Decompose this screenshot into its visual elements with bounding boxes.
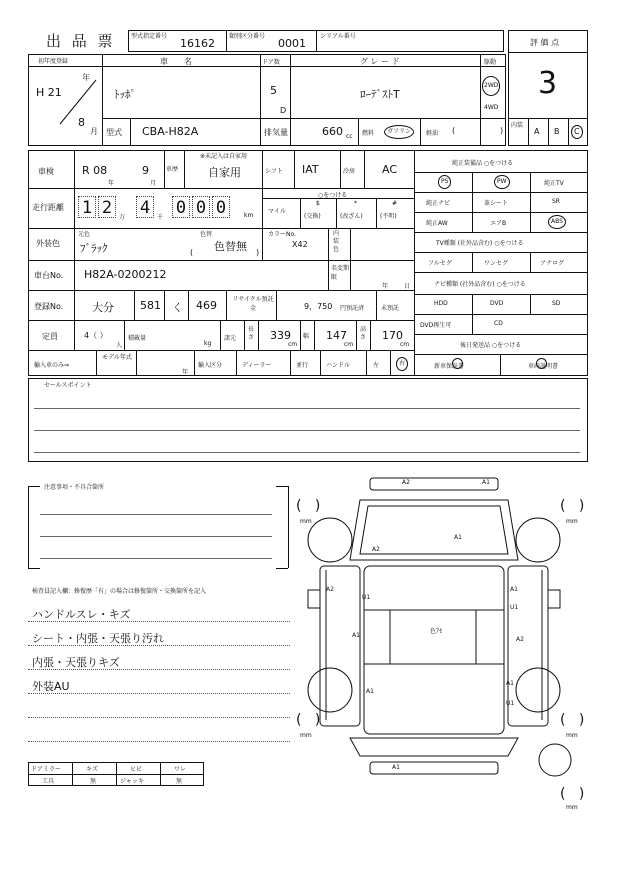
ac-value: AC — [382, 163, 398, 176]
inspector-note: シート・内張・天張り汚れ — [32, 632, 164, 645]
tv-type-label: TV種類 (社外品含む) ○をつける — [436, 240, 524, 247]
handle-label: ハンドル — [326, 362, 351, 369]
chassis-value: H82A-0200212 — [84, 268, 167, 281]
mm-unit: mm — [566, 732, 578, 739]
equip-pw: PW — [494, 175, 510, 189]
unknown-sym: # — [392, 200, 398, 207]
mileage-digit: 0 — [172, 196, 190, 218]
fuel-value: ガソリン — [384, 125, 414, 139]
color-no-label: カラーNo. — [268, 231, 296, 238]
equip-airbag: エアB — [490, 220, 507, 227]
inspector-note: 内張・天張りキズ — [32, 656, 120, 669]
dims-label: 諸元 — [224, 335, 237, 342]
car-diagram — [290, 470, 610, 810]
mm-bracket-rr: ( ) — [560, 712, 585, 728]
type-no: 16162 — [180, 37, 215, 50]
mark-hood-a1: A1 — [454, 534, 462, 541]
repaint-value: 色替無 — [214, 240, 247, 253]
cc-unit: cc — [346, 133, 353, 140]
equip-aw: 純正AW — [426, 220, 448, 227]
history-label: 車歴 — [166, 166, 179, 173]
load-label: 積載量 — [128, 335, 147, 342]
inspection-label: 車検 — [38, 167, 54, 176]
color-no: X42 — [292, 240, 308, 249]
drive-4wd: 4WD — [484, 104, 499, 111]
class-no: 0001 — [278, 37, 306, 50]
exchange-sym: $ — [316, 200, 320, 207]
key-cell: 無 — [176, 778, 183, 785]
equip-navi: 純正ナビ — [426, 200, 451, 207]
ac-label: 冷房 — [343, 168, 356, 175]
parallel-label: 並行 — [296, 362, 309, 369]
key-cell: ヒビ — [130, 766, 143, 773]
mm-unit: mm — [566, 804, 578, 811]
navi-sd: SD — [552, 300, 561, 307]
doors-suffix: D — [280, 106, 287, 115]
model-year-label: モデル年式 — [102, 354, 132, 361]
first-reg-month: 8 — [78, 116, 85, 129]
repaint-label: 色替 — [200, 231, 213, 238]
mark-right-rear-a1: A1 — [506, 680, 514, 687]
mileage-digit: 0 — [192, 196, 210, 218]
reg-num: 469 — [196, 299, 217, 312]
import-label: 輸入車のみ⇒ — [34, 362, 70, 369]
inspection-year-unit: 年 — [108, 180, 115, 187]
equip-leather: 革シート — [484, 200, 509, 207]
mark-roof: 色ｱｾ — [430, 628, 443, 635]
tamper-label: (改ざん) — [340, 213, 363, 220]
tc-year-unit: 年 — [382, 283, 389, 290]
navi-dvd-play: DVD再生可 — [420, 322, 452, 329]
circle-note: ○をつける — [318, 192, 348, 199]
recycle-amount: 9，750 — [304, 302, 333, 311]
exchange-label: (交換) — [304, 213, 321, 220]
tamper-sym: * — [354, 200, 357, 207]
form-title: 出 品 票 — [46, 32, 116, 50]
load-unit: kg — [204, 340, 212, 347]
color-value: ﾌﾞﾗｯｸ — [80, 242, 108, 255]
mile-label: マイル — [268, 208, 286, 215]
height-label: 高さ — [360, 326, 367, 341]
mm-unit: mm — [300, 732, 312, 739]
oil-label: 軽油 — [426, 130, 439, 137]
shift-label: シフト — [265, 168, 284, 175]
model-label: 型式 — [106, 128, 122, 137]
navi-dvd: DVD — [490, 300, 504, 307]
import-class-label: 輸入区分 — [198, 362, 223, 369]
inspection-month: 9 — [142, 164, 149, 177]
key-cell: ワレ — [174, 766, 187, 773]
tv-analog: アナログ — [540, 260, 565, 267]
key-cell: ドアミラー — [31, 766, 61, 773]
dealer-label: ディーラー — [242, 362, 272, 369]
orig-color-label: 元色 — [78, 231, 91, 238]
sales-points-box — [28, 378, 588, 462]
tv-oneseg: ワンセグ — [484, 260, 509, 267]
fuel-label: 燃料 — [362, 130, 375, 137]
recycle-label: リサイクル預託金 — [232, 296, 274, 312]
grade-value: ﾛｰﾃﾞｽﾄT — [360, 88, 400, 101]
score-value: 3 — [538, 66, 558, 101]
mileage-man: 万 — [119, 214, 126, 221]
mileage-sen: 千 — [157, 214, 164, 221]
mileage-digit: 4 — [136, 196, 154, 218]
color-label: 外装色 — [36, 239, 60, 248]
mm-bracket-rl: ( ) — [296, 712, 321, 728]
length-value: 339 — [270, 329, 291, 342]
mark-front-a2: A2 — [402, 479, 410, 486]
mark-right-door-a2: A2 — [516, 636, 524, 643]
model-year-unit: 年 — [182, 369, 189, 376]
capacity-value: 4（ ） — [84, 331, 108, 340]
mark-left-front-u1: U1 — [362, 594, 371, 601]
genuine-label: 純正装備品 ○をつける — [452, 160, 514, 167]
grade-label: グ レ ー ド — [360, 57, 400, 66]
mileage-digit: 1 — [78, 196, 96, 218]
width-cm: cm — [344, 341, 354, 348]
mm-unit: mm — [300, 518, 312, 525]
length-cm: cm — [288, 341, 298, 348]
capacity-unit: 人 — [116, 342, 123, 349]
later-warranty: 新車保証書 — [434, 363, 465, 370]
mark-left-front-a2: A2 — [326, 586, 334, 593]
doors-label: ドア数 — [262, 59, 280, 66]
reg-area: 大分 — [92, 301, 114, 314]
title-change-label: 名変期限 — [331, 265, 350, 281]
mm-unit: mm — [566, 518, 578, 525]
mark-right-front-u1: U1 — [510, 604, 519, 611]
mileage-label: 走行距離 — [32, 203, 64, 212]
history-value: 自家用 — [208, 166, 241, 179]
key-cell: 工具 — [42, 778, 55, 785]
mark-hood-a2: A2 — [372, 546, 380, 553]
displacement-label: 排気量 — [264, 128, 288, 137]
reg-kana: く — [172, 301, 183, 314]
mileage-digit: 2 — [98, 196, 116, 218]
mark-right-rear-u1: U1 — [506, 700, 515, 707]
interior-a: A — [534, 127, 540, 136]
navi-hdd: HDD — [434, 300, 448, 307]
equip-ps: PS — [438, 175, 451, 189]
inspection-month-unit: 月 — [150, 180, 157, 187]
inspector-label: 検査員記入欄：修復歴「有」の場合は修復箇所・交換箇所を記入 — [32, 588, 207, 595]
class-no-label: 類別区分番号 — [229, 33, 266, 40]
interior-b: B — [554, 127, 560, 136]
year-unit: 年 — [82, 73, 90, 82]
first-reg-label: 初年度登録 — [38, 58, 69, 65]
mileage-unit: km — [244, 212, 254, 219]
inspector-note: 外装AU — [32, 680, 70, 693]
history-note: ※未記入は自家用 — [200, 153, 248, 160]
length-label: 長さ — [248, 326, 255, 341]
tv-fullseg: フルセグ — [428, 260, 452, 267]
inspector-note: ハンドルスレ・キズ — [32, 608, 131, 621]
unknown-label: (不明) — [380, 213, 397, 220]
month-unit: 月 — [90, 127, 98, 136]
score-label: 評 価 点 — [530, 38, 560, 47]
drive-label: 駆動 — [484, 59, 497, 66]
doors-value: 5 — [270, 84, 277, 97]
mm-bracket-fl: ( ) — [296, 498, 321, 514]
mileage-digit: 0 — [212, 196, 230, 218]
key-cell: ジャッキ — [120, 778, 144, 785]
recycle-unit: 円預託済 — [340, 305, 365, 312]
tc-day-unit: 日 — [404, 283, 411, 290]
mm-bracket-fr: ( ) — [560, 498, 585, 514]
capacity-label: 定員 — [42, 332, 58, 341]
interior-label: 内装 — [511, 122, 524, 129]
notes-label: 注意事項・不具合箇所 — [44, 484, 105, 491]
height-cm: cm — [400, 341, 410, 348]
key-cell: 無 — [90, 778, 97, 785]
equip-sr: SR — [552, 198, 560, 205]
car-name: ﾄｯﾎﾟ — [114, 88, 136, 101]
type-no-label: 型式指定番号 — [131, 33, 168, 40]
recycle-not: 未預託 — [381, 305, 400, 312]
mark-left-door-a1: A1 — [352, 632, 360, 639]
model-value: CBA-H82A — [142, 125, 199, 138]
equip-tv: 純正TV — [544, 180, 564, 187]
drive-2wd: 2WD — [482, 76, 500, 96]
mm-bracket-spare: ( ) — [560, 786, 585, 802]
reg-label: 登録No. — [34, 302, 64, 311]
mark-front-a1: A1 — [482, 479, 490, 486]
height-value: 170 — [382, 329, 403, 342]
shift-value: IAT — [302, 163, 319, 176]
later-label: 後日発送品 ○をつける — [460, 342, 522, 349]
displacement-value: 660 — [322, 125, 343, 138]
width-label: 幅 — [303, 333, 310, 340]
equip-abs: ABS — [548, 215, 566, 229]
navi-cd: CD — [494, 320, 503, 327]
width-value: 147 — [326, 329, 347, 342]
mark-rear-a1: A1 — [392, 764, 400, 771]
reg-class: 581 — [140, 299, 161, 312]
sales-points-label: セールスポイント — [44, 382, 92, 389]
mark-left-rear-a1: A1 — [366, 688, 374, 695]
chassis-label: 車台No. — [34, 271, 64, 280]
left-label: 左 — [373, 362, 380, 369]
key-cell: キズ — [86, 766, 98, 773]
mark-right-front-a1: A1 — [510, 586, 518, 593]
interior-c: C — [571, 125, 583, 139]
right-label: 右 — [396, 357, 408, 371]
car-name-label: 車 名 — [160, 57, 192, 66]
navi-type-label: ナビ種類 (社外品含む) ○をつける — [434, 281, 526, 288]
first-reg-era: H 21 — [36, 86, 62, 99]
serial-label: シリアル番号 — [320, 33, 356, 40]
interior-color-label: 内装色 — [333, 230, 340, 253]
inspection-year: R 08 — [82, 164, 108, 177]
later-manual: 車両説明書 — [528, 363, 559, 370]
